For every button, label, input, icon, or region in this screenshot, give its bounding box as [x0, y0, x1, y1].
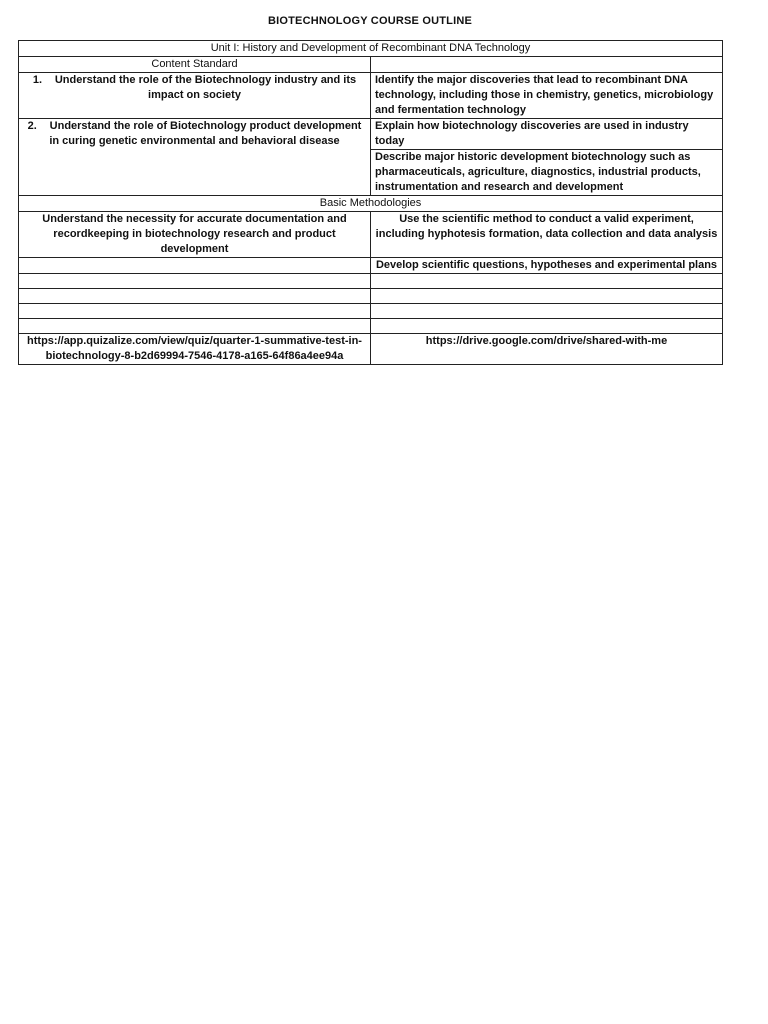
- blank-cell: [19, 319, 371, 334]
- quizalize-link[interactable]: https://app.quizalize.com/view/quiz/quarter-1-summative-test-in-biotechnology-8-b2d69994-7546-4178-a165-64f86a4ee94a: [19, 334, 371, 365]
- methodology-item-2: [19, 258, 371, 274]
- methodology-item-1: Understand the necessity for accurate documentation and recordkeeping in biotechnology research and product development: [19, 212, 371, 258]
- table-row: [19, 119, 723, 150]
- item-text: Understand the role of Biotechnology product development in curing genetic environmental and behavioral disease: [49, 120, 362, 147]
- item-number: 1.: [32, 74, 43, 86]
- google-drive-link[interactable]: https://drive.google.com/drive/shared-with-me: [371, 334, 723, 365]
- table-row: [19, 212, 723, 258]
- page-title: BIOTECHNOLOGY COURSE OUTLINE: [267, 15, 473, 27]
- content-standard-header: Content Standard: [19, 57, 371, 73]
- content-standard-row: [19, 57, 723, 73]
- content-standard-right-cell: [371, 57, 723, 73]
- blank-cell: [19, 274, 371, 289]
- blank-cell: [19, 304, 371, 319]
- blank-cell: [371, 319, 723, 334]
- table-row: [19, 258, 723, 274]
- standard-item-1-objective: Identify the major discoveries that lead to recombinant DNA technology, including those in chemistry, genetics, microbiology and fermentation technology: [371, 73, 723, 119]
- standard-item-2-objective-b: Describe major historic development biotechnology such as pharmaceuticals, agriculture, diagnostics, industrial products, instrumentation and research and development: [371, 150, 723, 196]
- unit-header: Unit I: History and Development of Recombinant DNA Technology: [19, 41, 723, 57]
- links-row: [19, 334, 723, 365]
- table-row: [19, 73, 723, 119]
- basic-methodologies-header: Basic Methodologies: [19, 196, 723, 212]
- methodology-item-1-objective: Use the scientific method to conduct a valid experiment, including hyphotesis formation, data collection and data analysis: [371, 212, 723, 258]
- course-outline-table: [18, 40, 723, 365]
- blank-cell: [371, 289, 723, 304]
- item-number: 2.: [27, 120, 37, 132]
- blank-row: [19, 289, 723, 304]
- unit-header-row: [19, 41, 723, 57]
- blank-cell: [19, 289, 371, 304]
- blank-row: [19, 274, 723, 289]
- standard-item-1: [19, 73, 371, 119]
- methodology-item-2-objective: Develop scientific questions, hypotheses and experimental plans: [371, 258, 723, 274]
- blank-row: [19, 319, 723, 334]
- blank-cell: [371, 304, 723, 319]
- standard-item-2-objective-a: Explain how biotechnology discoveries are used in industry today: [371, 119, 723, 150]
- blank-cell: [371, 274, 723, 289]
- item-text: Understand the role of the Biotechnology industry and its impact on society: [54, 74, 357, 101]
- standard-item-2: [19, 119, 371, 196]
- blank-row: [19, 304, 723, 319]
- basic-methodologies-row: [19, 196, 723, 212]
